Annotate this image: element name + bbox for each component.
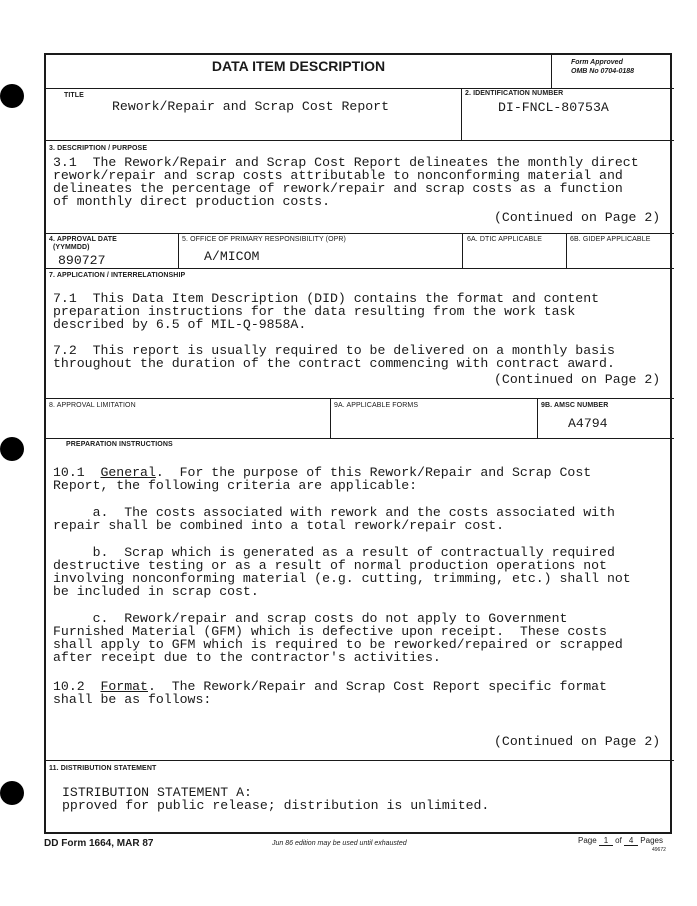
distribution-statement-label: 11. DISTRIBUTION STATEMENT: [49, 765, 157, 772]
preparation-continued: (Continued on Page 2): [494, 734, 661, 749]
description-line: rework/repair and scrap costs attributable to nonconforming material and: [53, 168, 623, 183]
title-label: TITLE: [64, 92, 84, 99]
format-text: . The Rework/Repair and Scrap Cost Report specific format: [147, 679, 607, 694]
criteria-line: be included in scrap cost.: [53, 584, 259, 599]
general-text: . For the purpose of this Rework/Repair and Scrap Cost: [155, 465, 592, 480]
description-continued: (Continued on Page 2): [494, 210, 661, 225]
format-heading: Format: [100, 679, 148, 694]
page-word: Page: [578, 836, 597, 845]
description-line: delineates the percentage of rework/repair and scrap costs as a function: [53, 181, 623, 196]
approval-date-value: 890727: [58, 253, 106, 268]
dtic-applicable-label: 6A. DTIC APPLICABLE: [467, 236, 543, 243]
of-word: of: [615, 836, 622, 845]
punch-hole-bottom: [0, 781, 24, 805]
distribution-statement-line: ISTRIBUTION STATEMENT A:: [62, 785, 252, 800]
approval-limitation-label: 8. APPROVAL LIMITATION: [49, 402, 136, 409]
application-line: throughout the duration of the contract commencing with contract award.: [53, 356, 615, 371]
criteria-line: a. The costs associated with rework and the costs associated with: [53, 505, 615, 520]
preparation-instructions-label: PREPARATION INSTRUCTIONS: [66, 441, 173, 448]
form-number: DD Form 1664, MAR 87: [44, 838, 154, 849]
format-number: 10.2: [53, 679, 101, 694]
approval-date-format: (YYMMDD): [53, 244, 90, 251]
punch-hole-top: [0, 84, 24, 108]
application-label: 7. APPLICATION / INTERRELATIONSHIP: [49, 272, 186, 279]
pages-word: Pages: [640, 836, 663, 845]
amsc-number-value: A4794: [568, 416, 608, 431]
application-line: preparation instructions for the data resulting from the work task: [53, 304, 576, 319]
criteria-line: involving nonconforming material (e.g. cutting, trimming, etc.) shall not: [53, 571, 631, 586]
form-title: DATA ITEM DESCRIPTION: [211, 58, 386, 74]
amsc-number-label: 9B. AMSC NUMBER: [541, 402, 609, 409]
general-heading: General: [100, 465, 156, 480]
edition-note: Jun 86 edition may be used until exhausted: [272, 840, 407, 847]
criteria-line: shall apply to GFM which is required to be reworked/repaired or scrapped: [53, 637, 623, 652]
criteria-line: c. Rework/repair and scrap costs do not apply to Government: [53, 611, 568, 626]
application-continued: (Continued on Page 2): [494, 372, 661, 387]
application-line: described by 6.5 of MIL-Q-9858A.: [53, 317, 307, 332]
distribution-statement-line: pproved for public release; distribution is unlimited.: [62, 798, 490, 813]
punch-hole-middle: [0, 437, 24, 461]
page-total: 4: [624, 836, 638, 846]
criteria-line: b. Scrap which is generated as a result of contractually required: [53, 545, 615, 560]
criteria-line: repair shall be combined into a total rework/repair cost.: [53, 518, 505, 533]
opr-value: A/MICOM: [204, 249, 260, 264]
form-code: 49672: [652, 847, 666, 853]
gidep-applicable-label: 6B. GIDEP APPLICABLE: [570, 236, 651, 243]
description-line: of monthly direct production costs.: [53, 194, 330, 209]
applicable-forms-label: 9A. APPLICABLE FORMS: [334, 402, 419, 409]
application-line: 7.1 This Data Item Description (DID) contains the format and content: [53, 291, 600, 306]
data-item-description-form: [44, 53, 672, 834]
general-number: 10.1: [53, 465, 101, 480]
criteria-line: after receipt due to the contractor's activities.: [53, 650, 441, 665]
criteria-line: destructive testing or as a result of normal production operations not: [53, 558, 607, 573]
page-number: 1: [599, 836, 613, 846]
description-purpose-label: 3. DESCRIPTION / PURPOSE: [49, 145, 148, 152]
identification-number-label: 2. IDENTIFICATION NUMBER: [465, 90, 564, 97]
page-count: [578, 836, 663, 846]
general-line: Report, the following criteria are applicable:: [53, 478, 418, 493]
application-line: 7.2 This report is usually required to be delivered on a monthly basis: [53, 343, 615, 358]
form-approved-box: [571, 58, 634, 76]
criteria-line: Furnished Material (GFM) which is defective upon receipt. These costs: [53, 624, 607, 639]
approval-date-label: 4. APPROVAL DATE: [49, 236, 117, 243]
opr-label: 5. OFFICE OF PRIMARY RESPONSIBILITY (OPR): [182, 236, 346, 243]
description-line: 3.1 The Rework/Repair and Scrap Cost Report delineates the monthly direct: [53, 155, 639, 170]
form-approved-text: Form Approved: [571, 59, 623, 66]
identification-number-value: DI-FNCL-80753A: [498, 100, 609, 115]
title-value: Rework/Repair and Scrap Cost Report: [112, 99, 389, 114]
format-line: shall be as follows:: [53, 692, 212, 707]
omb-number: OMB No 0704-0188: [571, 68, 635, 75]
